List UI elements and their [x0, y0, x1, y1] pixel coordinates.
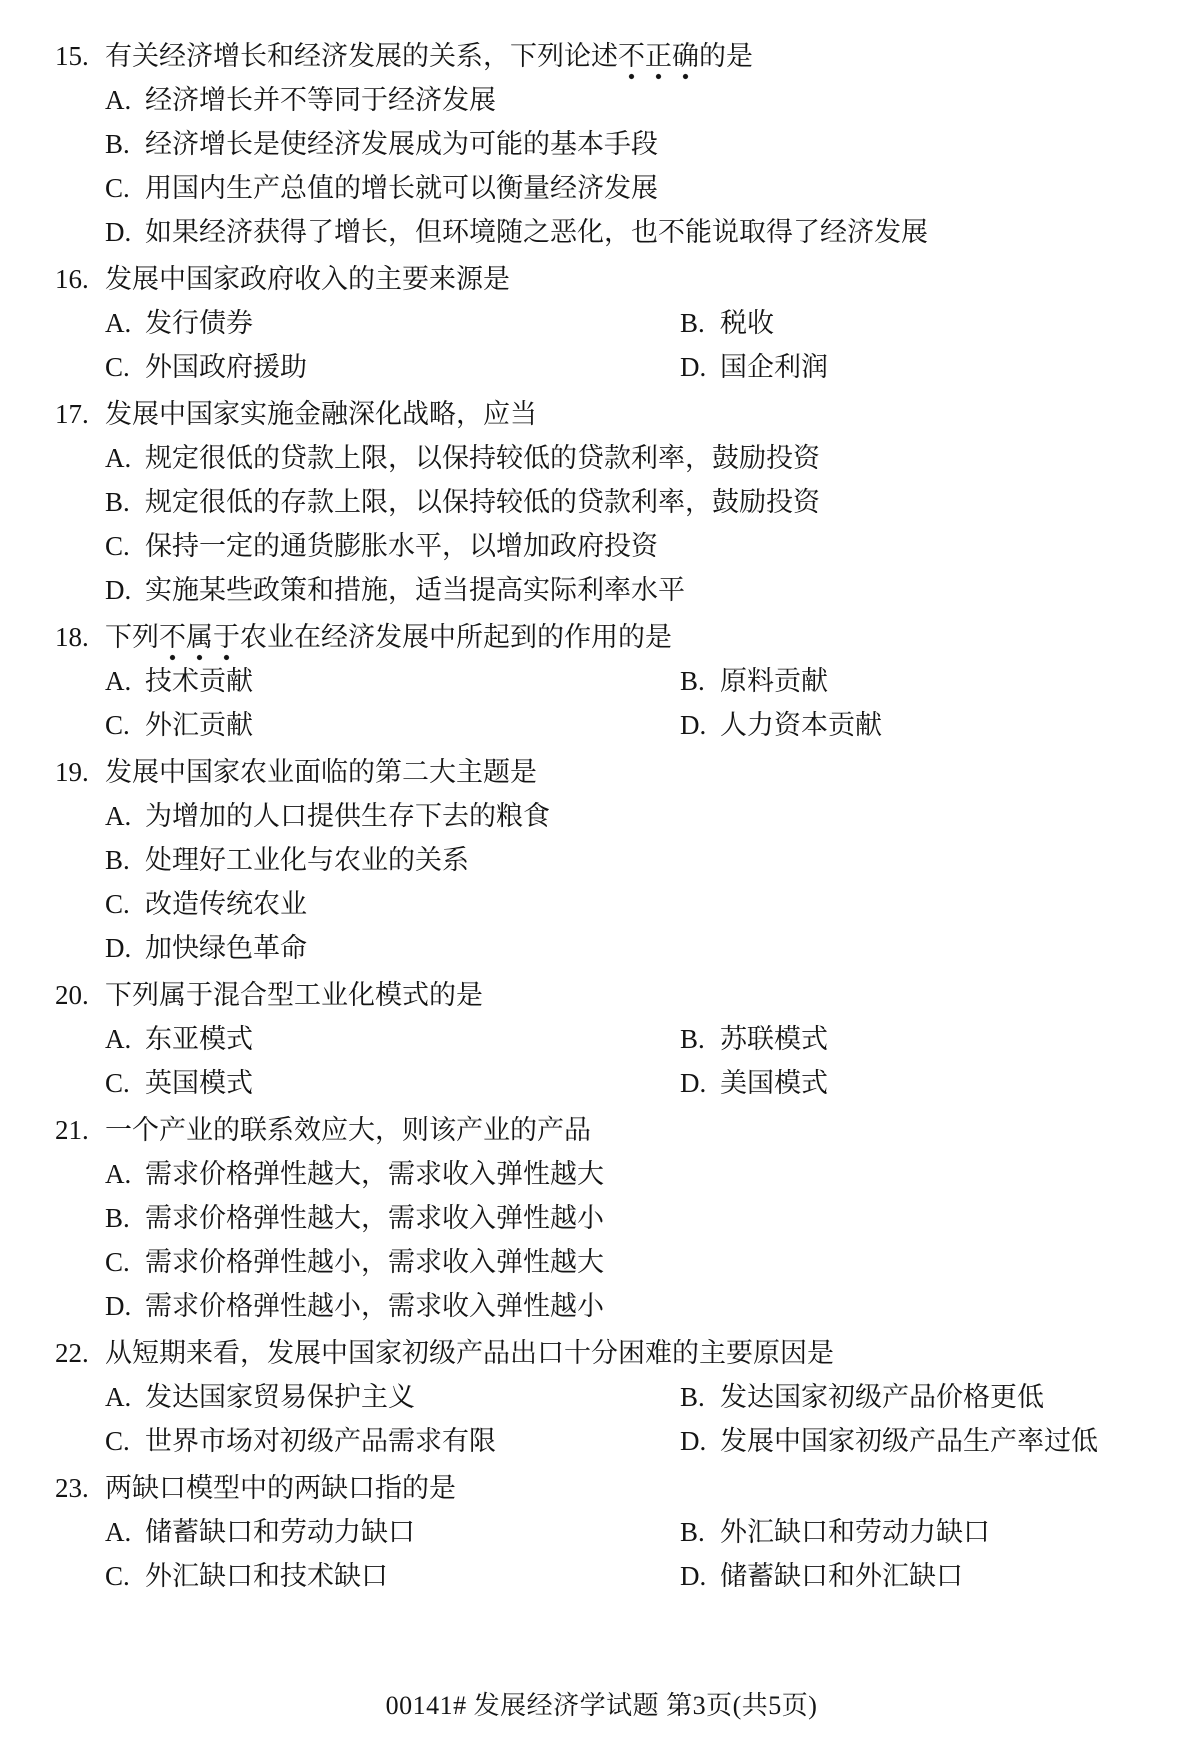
option-label: A. [105, 443, 132, 473]
question-stem [105, 392, 1165, 436]
option-label: D. [680, 1426, 707, 1456]
option-text: 需求价格弹性越大，需求收入弹性越大 [145, 1159, 604, 1189]
question-stem [105, 34, 1165, 78]
question-number: 16. [55, 264, 89, 294]
option-label: B. [680, 666, 705, 696]
option-text: 为增加的人口提供生存下去的粮食 [145, 801, 550, 831]
option-text: 需求价格弹性越小，需求收入弹性越小 [145, 1291, 604, 1321]
option [680, 1419, 1165, 1463]
option-row [55, 436, 1165, 480]
option-text: 经济增长并不等同于经济发展 [145, 85, 496, 115]
stem-text: 从短期来看，发展中国家初级产品出口十分困难的主要原因是 [105, 1338, 834, 1368]
question-number: 17. [55, 399, 89, 429]
option-label: D. [680, 1068, 707, 1098]
option [680, 1375, 1165, 1419]
option-text: 发展中国家初级产品生产率过低 [720, 1426, 1098, 1456]
stem-text: 两缺口模型中的两缺口指的是 [105, 1473, 456, 1503]
option [105, 1510, 680, 1554]
question-stem-row [55, 1331, 1165, 1375]
option-text: 外汇缺口和劳动力缺口 [720, 1517, 990, 1547]
option [105, 926, 307, 970]
option [105, 1419, 680, 1463]
option-row [55, 524, 1165, 568]
option-text: 发行债券 [145, 308, 253, 338]
option [680, 703, 1165, 747]
option-row [55, 703, 1165, 747]
option [105, 568, 685, 612]
option-text: 发达国家贸易保护主义 [145, 1382, 415, 1412]
option-row [55, 166, 1165, 210]
option-label: A. [105, 1024, 132, 1054]
option-row [55, 1284, 1165, 1328]
question-stem-row [55, 750, 1165, 794]
option-label: B. [105, 487, 130, 517]
option [105, 1284, 604, 1328]
option [105, 1152, 604, 1196]
stem-emphasized-text: 不属于 [159, 622, 240, 662]
option [105, 1554, 680, 1598]
question-stem-row [55, 1108, 1165, 1152]
option [105, 210, 928, 254]
option-label: B. [680, 308, 705, 338]
option [680, 1554, 1165, 1598]
option-text: 人力资本贡献 [720, 710, 882, 740]
question-block [55, 34, 1165, 254]
option [105, 524, 658, 568]
question-number: 21. [55, 1115, 89, 1145]
question-block [55, 1466, 1165, 1598]
option [680, 301, 1165, 345]
option [105, 301, 680, 345]
option-label: A. [105, 666, 132, 696]
option-text: 储蓄缺口和劳动力缺口 [145, 1517, 415, 1547]
option-label: C. [105, 889, 130, 919]
option-text: 发达国家初级产品价格更低 [720, 1382, 1044, 1412]
option-label: C. [105, 531, 130, 561]
option-row [55, 659, 1165, 703]
option-label: C. [105, 710, 130, 740]
option-label: D. [680, 352, 707, 382]
option-label: C. [105, 1068, 130, 1098]
question-block [55, 973, 1165, 1105]
stem-emphasized-text: 不正确 [618, 41, 699, 81]
question-stem [105, 1466, 1165, 1510]
question-number: 23. [55, 1473, 89, 1503]
option-label: A. [105, 85, 132, 115]
option-text: 经济增长是使经济发展成为可能的基本手段 [145, 129, 658, 159]
option-label: A. [105, 1517, 132, 1547]
option-label: C. [105, 352, 130, 382]
option-row [55, 480, 1165, 524]
option-text: 美国模式 [720, 1068, 828, 1098]
option-label: B. [680, 1024, 705, 1054]
option-row [55, 1240, 1165, 1284]
question-stem [105, 257, 1165, 301]
option-text: 处理好工业化与农业的关系 [145, 845, 469, 875]
option-text: 国企利润 [720, 352, 828, 382]
option [105, 794, 550, 838]
option-row [55, 1510, 1165, 1554]
option-label: C. [105, 1426, 130, 1456]
option-text: 规定很低的存款上限，以保持较低的贷款利率，鼓励投资 [145, 487, 820, 517]
page-footer: 00141# 发展经济学试题 第3页(共5页) [385, 1691, 818, 1720]
option-label: D. [105, 933, 132, 963]
option-label: A. [105, 801, 132, 831]
option-row [55, 568, 1165, 612]
option [105, 345, 680, 389]
option-label: D. [105, 217, 132, 247]
question-stem [105, 1108, 1165, 1152]
option [680, 1061, 1165, 1105]
option [105, 1017, 680, 1061]
question-block [55, 750, 1165, 970]
option [680, 1017, 1165, 1061]
option-label: A. [105, 1382, 132, 1412]
option [680, 659, 1165, 703]
question-stem-row [55, 1466, 1165, 1510]
stem-text: 一个产业的联系效应大，则该产业的产品 [105, 1115, 591, 1145]
option-label: B. [105, 845, 130, 875]
option-row [55, 301, 1165, 345]
option [105, 1375, 680, 1419]
stem-text: 发展中国家实施金融深化战略，应当 [105, 399, 537, 429]
option-label: C. [105, 1247, 130, 1277]
option-row [55, 794, 1165, 838]
option-label: B. [105, 1203, 130, 1233]
option-text: 加快绿色革命 [145, 933, 307, 963]
option-label: D. [105, 575, 132, 605]
question-block [55, 257, 1165, 389]
option-row [55, 1196, 1165, 1240]
question-stem-row [55, 615, 1165, 659]
option-text: 英国模式 [145, 1068, 253, 1098]
option [105, 659, 680, 703]
question-stem [105, 750, 1165, 794]
question-number: 19. [55, 757, 89, 787]
question-number: 22. [55, 1338, 89, 1368]
option [105, 1240, 604, 1284]
option-row [55, 838, 1165, 882]
option-row [55, 1152, 1165, 1196]
option [680, 345, 1165, 389]
question-stem [105, 1331, 1165, 1375]
question-stem [105, 973, 1165, 1017]
option-text: 苏联模式 [720, 1024, 828, 1054]
option-text: 税收 [720, 308, 774, 338]
option-text: 保持一定的通货膨胀水平，以增加政府投资 [145, 531, 658, 561]
stem-text: 的是 [699, 41, 753, 71]
option-text: 实施某些政策和措施，适当提高实际利率水平 [145, 575, 685, 605]
question-number: 20. [55, 980, 89, 1010]
option-text: 外汇缺口和技术缺口 [145, 1561, 388, 1591]
option [105, 882, 307, 926]
option-label: D. [680, 710, 707, 740]
option-label: A. [105, 1159, 132, 1189]
option [105, 703, 680, 747]
question-stem-row [55, 392, 1165, 436]
option-label: D. [680, 1561, 707, 1591]
option-label: B. [105, 129, 130, 159]
option-row [55, 1419, 1165, 1463]
question-block [55, 1331, 1165, 1463]
option-label: A. [105, 308, 132, 338]
stem-text: 农业在经济发展中所起到的作用的是 [240, 622, 672, 652]
option-row [55, 345, 1165, 389]
option-row [55, 1017, 1165, 1061]
question-block [55, 1108, 1165, 1328]
option [105, 1061, 680, 1105]
question-block [55, 615, 1165, 747]
stem-text: 有关经济增长和经济发展的关系，下列论述 [105, 41, 618, 71]
option-label: B. [680, 1517, 705, 1547]
option-label: C. [105, 1561, 130, 1591]
option-text: 需求价格弹性越小，需求收入弹性越大 [145, 1247, 604, 1277]
option-row [55, 882, 1165, 926]
option-text: 需求价格弹性越大，需求收入弹性越小 [145, 1203, 604, 1233]
option [105, 78, 496, 122]
option-label: D. [105, 1291, 132, 1321]
option-text: 储蓄缺口和外汇缺口 [720, 1561, 963, 1591]
option-text: 改造传统农业 [145, 889, 307, 919]
option-row [55, 122, 1165, 166]
option-text: 用国内生产总值的增长就可以衡量经济发展 [145, 173, 658, 203]
option-text: 外汇贡献 [145, 710, 253, 740]
option [105, 166, 658, 210]
option-text: 规定很低的贷款上限，以保持较低的贷款利率，鼓励投资 [145, 443, 820, 473]
question-stem-row [55, 34, 1165, 78]
stem-text: 发展中国家政府收入的主要来源是 [105, 264, 510, 294]
option-text: 世界市场对初级产品需求有限 [145, 1426, 496, 1456]
question-stem-row [55, 257, 1165, 301]
question-number: 15. [55, 41, 89, 71]
option [105, 1196, 604, 1240]
stem-text: 发展中国家农业面临的第二大主题是 [105, 757, 537, 787]
option-label: C. [105, 173, 130, 203]
option-row [55, 210, 1165, 254]
question-stem-row [55, 973, 1165, 1017]
option-text: 如果经济获得了增长，但环境随之恶化，也不能说取得了经济发展 [145, 217, 928, 247]
option-row [55, 1061, 1165, 1105]
option [105, 436, 820, 480]
option [105, 122, 658, 166]
question-stem [105, 615, 1165, 659]
option-label: B. [680, 1382, 705, 1412]
option [105, 838, 469, 882]
option-text: 技术贡献 [145, 666, 253, 696]
option-text: 外国政府援助 [145, 352, 307, 382]
question-list [55, 34, 1165, 1598]
stem-text: 下列属于混合型工业化模式的是 [105, 980, 483, 1010]
stem-text: 下列 [105, 622, 159, 652]
option-text: 东亚模式 [145, 1024, 253, 1054]
option-row [55, 1375, 1165, 1419]
option-text: 原料贡献 [720, 666, 828, 696]
option-row [55, 78, 1165, 122]
option-row [55, 926, 1165, 970]
question-number: 18. [55, 622, 89, 652]
option-row [55, 1554, 1165, 1598]
option [105, 480, 820, 524]
option [680, 1510, 1165, 1554]
question-block [55, 392, 1165, 612]
